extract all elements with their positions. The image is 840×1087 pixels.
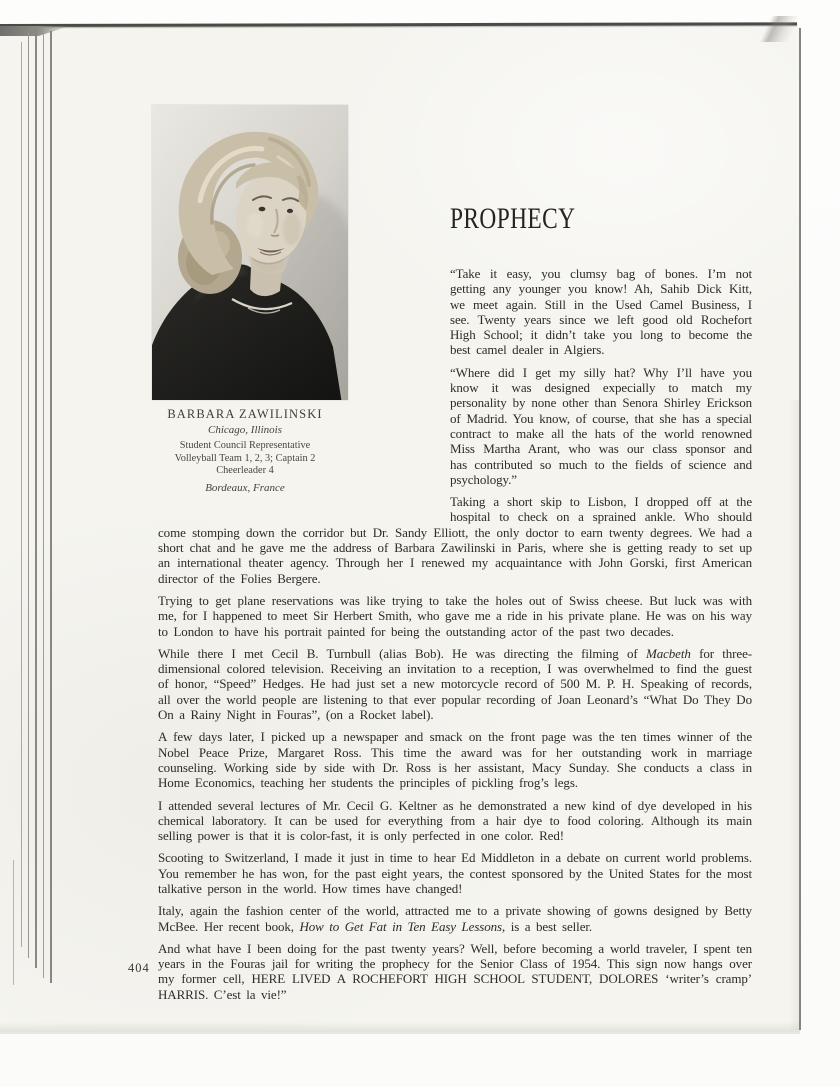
student-activity: Volleyball Team 1, 2, 3; Captain 2 [174, 452, 316, 464]
portrait-illustration [152, 105, 348, 400]
student-name: BARBARA ZAWILINSKI [167, 407, 323, 421]
prophecy-paragraph: Trying to get plane reservations was like trying to take the holes out of Swiss cheese. But luck was with me, for I happened to meet Sir Herbert Smith, who gave me a ride in his private plane. He was on his way to London to have his portrait painted for being the outstanding actor of the past two decades. [158, 592, 752, 639]
student-activity: Cheerleader 4 [216, 465, 274, 476]
book-page-edge-line [43, 30, 44, 978]
prophecy-paragraph: Scooting to Switzerland, I made it just in time to hear Ed Middleton in a debate on current world problems. You remember he has won, for the past eight years, the contest sponsored by the United States for the most talkative person in the world. How times have changed! [158, 850, 752, 896]
prophecy-paragraph: I attended several lectures of Mr. Cecil G. Keltner as he demonstrated a new kind of dye developed in his chemical laboratory. It can be used for everything from a hair dye to food coloring. Although its main selling power is that it is color-fast, it is only perfected in one color. Red! [158, 797, 752, 844]
photo-caption [139, 407, 351, 495]
page-corner-curl [746, 16, 798, 42]
page-right-edge-shadow [789, 400, 799, 1030]
prophecy-paragraph: Italy, again the fashion center of the world, attracted me to a private showing of gowns designed by Betty McBee. Her recent book, How to Get Fat in Ten Easy Lessons, is a best seller. [158, 903, 752, 934]
prophecy-paragraph: And what have I been doing for the past twenty years? Well, before becoming a world traveler, I spent ten years in the Fouras jail for writing the prophecy for the Senior Class of 1954. This sign now hangs over my former cell, HERE LIVED A ROCHEFORT HIGH SCHOOL STUDENT, DOLORES ‘writer’s cramp’ HARRIS. C’est la vie!” [158, 940, 752, 1002]
page-title-text: PROPHECY [450, 202, 576, 235]
student-portrait-photo [152, 105, 348, 400]
prophecy-paragraph: “Where did I get my silly hat? Why I’ll have you know it was designed expecially to match my personality by none other than Senora Shirley Erickson of Madrid. You know, of course, that she has a special contract to make all the hats of the world renowned Miss Martha Arant, who was our class sponsor and has contributed so much to the fields of science and psychology.” [450, 364, 752, 487]
prophecy-paragraph: “Take it easy, you clumsy bag of bones. I’m not getting any younger you know! Ah, Sahib Dick Kitt, we meet again. Still in the Used Camel Business, I see. Twenty years since we left good old Rochefort High School; it didn’t take you long to become the best camel dealer in Algiers. [450, 266, 752, 358]
prophecy-paragraph: A few days later, I picked up a newspaper and smack on the front page was the ten times winner of the Nobel Peace Prize, Margaret Ross. This time the award was for her outstanding work in marriage counseling. Working side by side with Dr. Ross is her assistant, Macy Sunday. She conducts a class in Home Economics, teaching her students the principles of pickling frog’s legs. [158, 729, 752, 791]
prophecy-paragraph: While there I met Cecil B. Turnbull (alias Bob). He was directing the filming of Macbeth for three-dimensional colored television. Receiving an invitation to a reception, I was overwhelmed to find the guest of honor, “Speed” Hedges. He had just set a new motorcycle record of 500 M. P. H. Speaking of records, all over the world people are listening to that ever popular recording of Joan Leonard’s “What Do They Do On a Rainy Night in Fouras”, (on a Rocket label). [158, 645, 752, 723]
student-hometown: Chicago, Illinois [208, 424, 282, 436]
page-right-edge [799, 28, 801, 1030]
student-photo-block [152, 105, 450, 513]
prophecy-paragraph: Taking a short skip to Lisbon, I dropped off at the hospital to check on a sprained ankle. Who should come stomping down the corridor but Dr. Sandy Elliott, the only doctor to earn twenty degrees. We had a short chat and he gave me the address of Barbara Zawilinski in Paris, where she is getting ready to set up an international theater agency. Through her I renewed my acquaintance with John Gorski, first American director of the Folies Bergere. [158, 494, 752, 586]
book-page-edge-line [21, 42, 22, 947]
book-page-edge-line [50, 31, 52, 983]
book-page-edge-line [35, 30, 37, 968]
student-exchange-city: Bordeaux, France [205, 481, 285, 494]
page-number: 404 [128, 961, 150, 975]
book-page-edge-line [28, 33, 29, 958]
book-page-edge-line [13, 860, 14, 985]
page-content [158, 105, 752, 1009]
page-bottom-shadow [0, 1022, 800, 1034]
student-activity: Student Council Representative [179, 440, 311, 451]
